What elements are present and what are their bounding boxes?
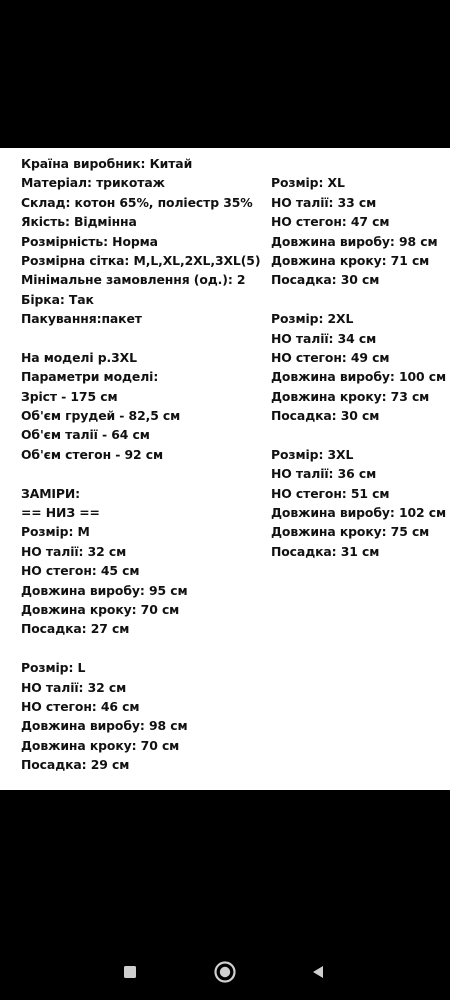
right-column-line: Розмір: 3XL — [271, 446, 354, 462]
left-column-line: Об'єм талії - 64 см — [21, 427, 150, 443]
left-column-line: НО стегон: 46 см — [21, 698, 140, 714]
right-column-line: НО талії: 33 см — [271, 194, 377, 210]
system-navigation-bar — [0, 952, 450, 992]
left-column-line: Довжина кроку: 70 см — [21, 737, 180, 753]
left-column-line: Мінімальне замовлення (од.): 2 — [21, 272, 246, 288]
left-column-line: Розмір: M — [21, 524, 90, 540]
left-column-line: Довжина виробу: 95 см — [21, 582, 188, 598]
left-column-line: Країна виробник: Китай — [21, 156, 193, 171]
home-button[interactable] — [211, 958, 239, 986]
right-column-line: Довжина виробу: 102 см — [271, 505, 446, 521]
left-column-line: Довжина кроку: 70 см — [21, 601, 180, 617]
left-column-line: НО талії: 32 см — [21, 543, 127, 559]
left-column-line: НО талії: 32 см — [21, 679, 127, 695]
left-column-line: На моделі р.3XL — [21, 349, 137, 365]
right-column-line: НО стегон: 49 см — [271, 349, 390, 365]
left-column-line: НО стегон: 45 см — [21, 563, 140, 579]
product-description-sheet — [0, 148, 450, 790]
recents-square-icon — [123, 965, 137, 979]
left-column-line: ЗАМІРИ: — [21, 485, 81, 501]
left-column-line: Склад: котон 65%, поліестр 35% — [21, 194, 253, 210]
right-column-line: Довжина кроку: 73 см — [271, 388, 430, 404]
left-column-line: Бірка: Так — [21, 291, 94, 307]
right-text-column — [271, 154, 447, 561]
right-column-line: НО стегон: 47 см — [271, 214, 390, 230]
left-text-column — [21, 154, 271, 775]
left-column-line: Довжина виробу: 98 см — [21, 718, 188, 734]
home-circle-icon — [213, 960, 237, 984]
left-column-line: Об'єм стегон - 92 см — [21, 446, 164, 462]
right-column-line: Посадка: 30 см — [271, 272, 380, 288]
left-column-line: Параметри моделі: — [21, 369, 159, 385]
left-column-line: Об'єм грудей - 82,5 см — [21, 408, 181, 424]
left-column-line: Розмірність: Норма — [21, 233, 158, 249]
right-column-spacer — [271, 154, 447, 173]
right-column-line: НО стегон: 51 см — [271, 485, 390, 501]
right-column-line: НО талії: 36 см — [271, 466, 377, 482]
left-column-line: Пакування:пакет — [21, 311, 142, 327]
right-column-line: Посадка: 31 см — [271, 543, 380, 559]
left-column-line: Розмірна сітка: M,L,XL,2XL,3XL(5) — [21, 252, 261, 268]
left-column-spacer — [21, 329, 271, 348]
right-column-spacer — [271, 290, 447, 309]
left-column-line: Матеріал: трикотаж — [21, 175, 165, 191]
left-column-line: == НИЗ == — [21, 505, 100, 521]
right-column-line: Довжина кроку: 75 см — [271, 524, 430, 540]
left-column-line: Зріст - 175 см — [21, 388, 118, 404]
left-column-spacer — [21, 639, 271, 658]
left-column-line: Посадка: 27 см — [21, 621, 130, 637]
back-triangle-icon — [310, 964, 326, 980]
right-column-line: Посадка: 30 см — [271, 408, 380, 424]
right-column-line: НО талії: 34 см — [271, 330, 377, 346]
left-column-line: Посадка: 29 см — [21, 757, 130, 773]
right-column-line: Довжина виробу: 100 см — [271, 369, 446, 385]
recents-button[interactable] — [116, 958, 144, 986]
left-column-line: Якість: Відмінна — [21, 214, 137, 230]
right-column-line: Розмір: XL — [271, 175, 345, 191]
right-column-line: Розмір: 2XL — [271, 311, 354, 327]
left-column-line: Розмір: L — [21, 660, 86, 676]
top-black-area — [0, 0, 450, 148]
back-button[interactable] — [304, 958, 332, 986]
right-column-spacer — [271, 425, 447, 444]
left-column-spacer — [21, 464, 271, 483]
right-column-line: Довжина кроку: 71 см — [271, 252, 430, 268]
right-column-line: Довжина виробу: 98 см — [271, 233, 438, 249]
